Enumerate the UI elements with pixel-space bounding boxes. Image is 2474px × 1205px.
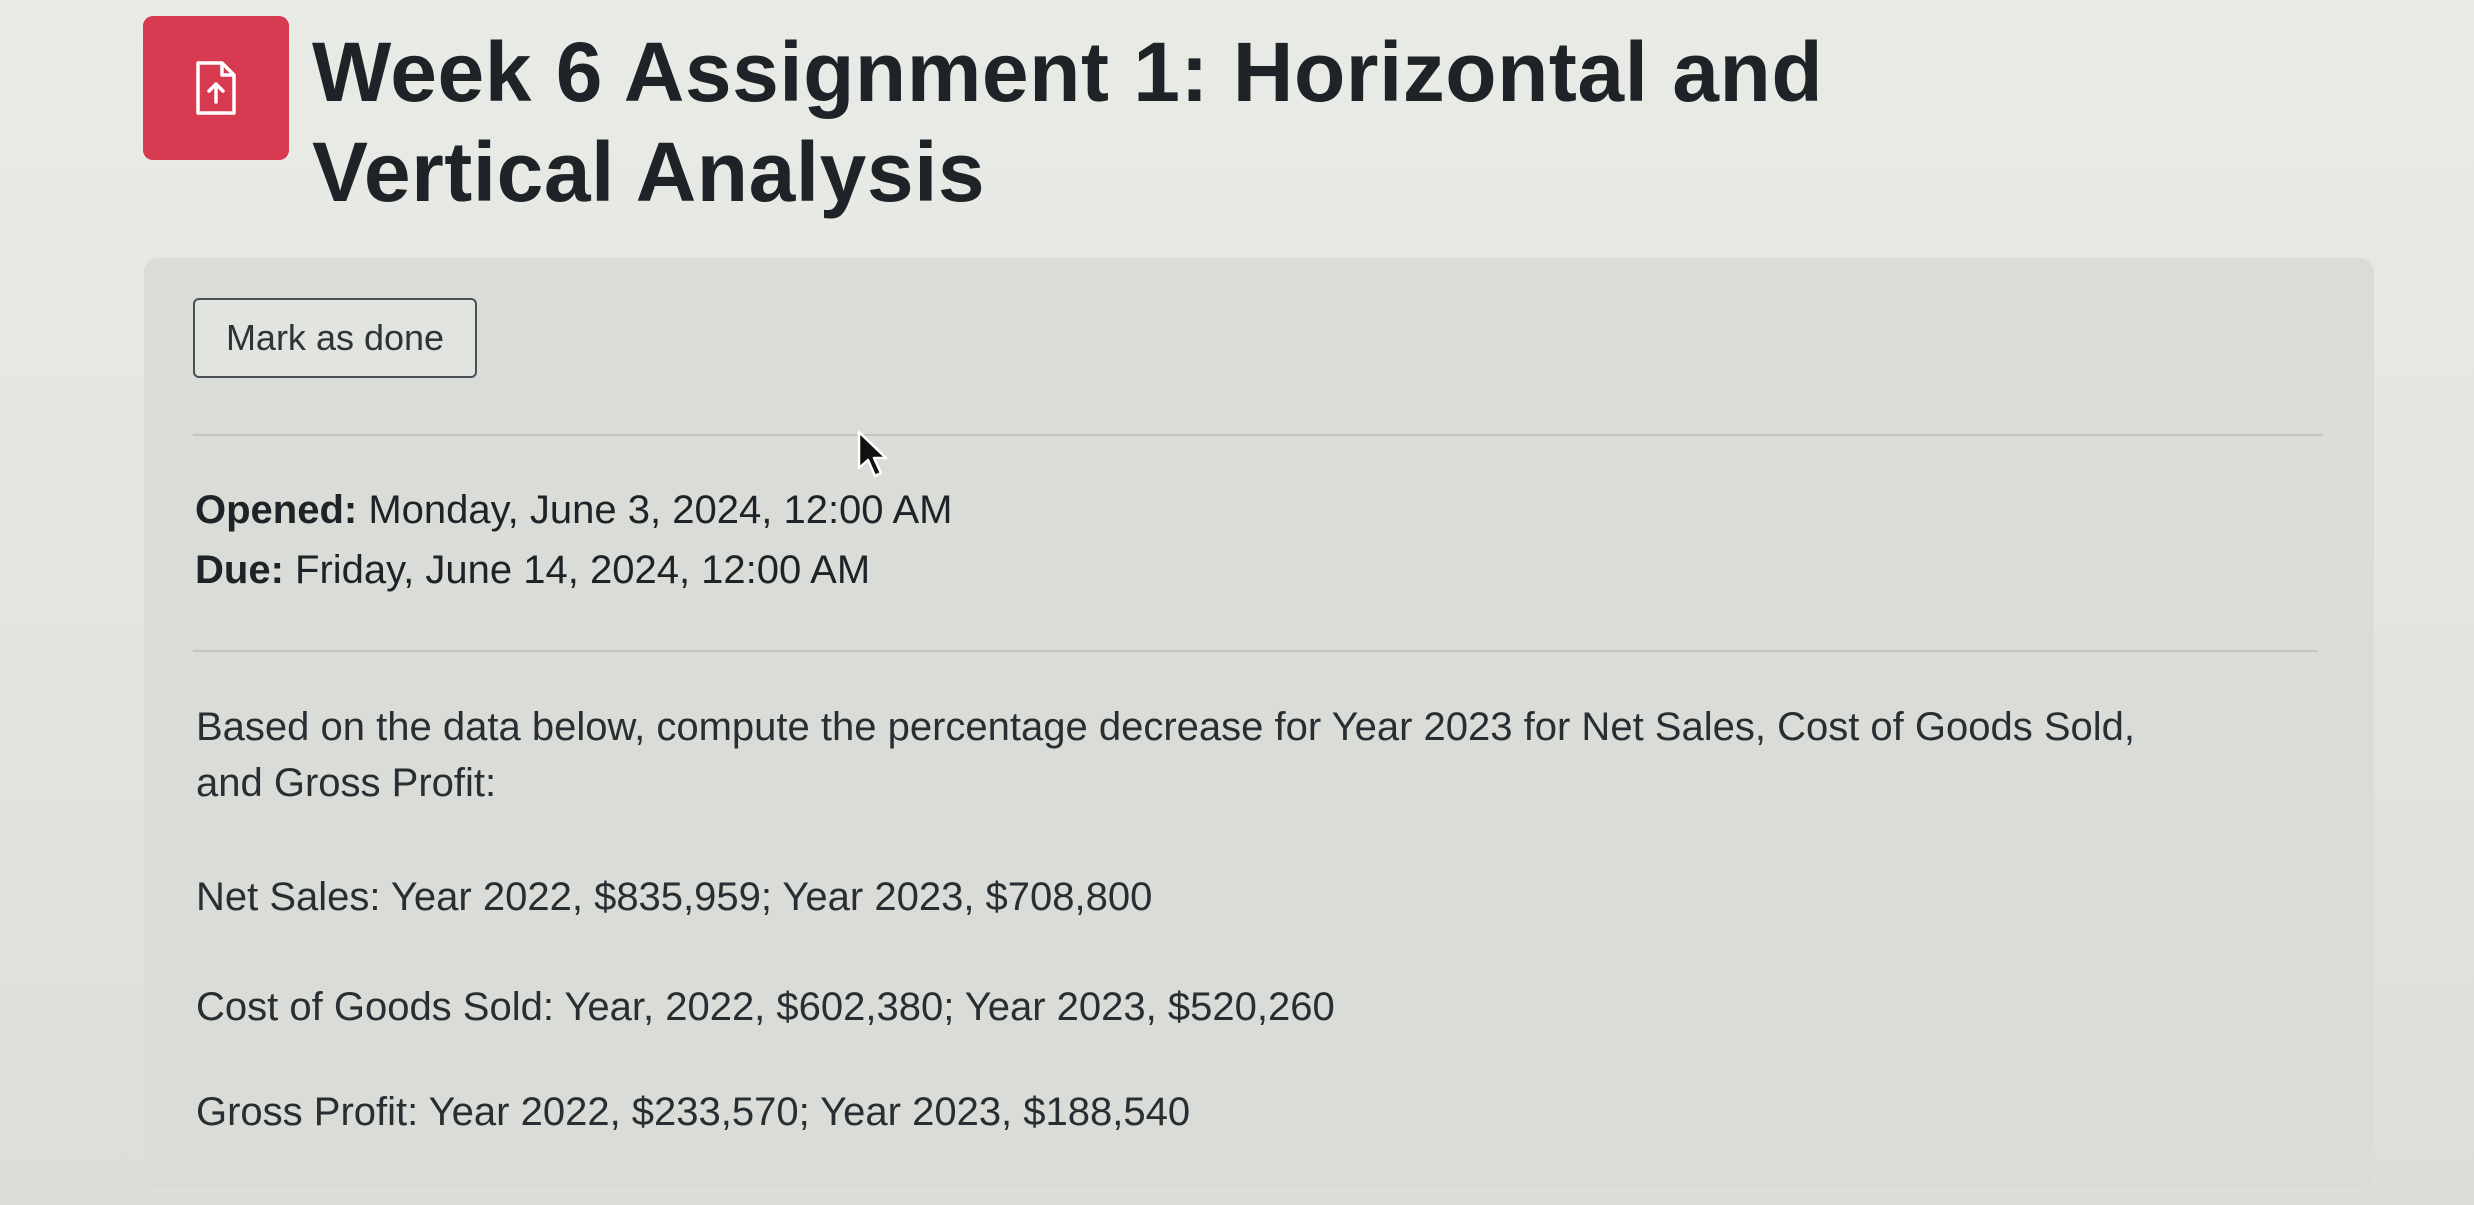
divider [193, 650, 2318, 652]
assignment-upload-icon [143, 16, 289, 160]
document-upload-icon [192, 60, 240, 116]
description-intro: Based on the data below, compute the percentage decrease for Year 2023 for Net Sales, Cost of Goods Sold, [196, 705, 2136, 749]
data-line-gross-profit: Gross Profit: Year 2022, $233,570; Year 2023, $188,540 [196, 1090, 1191, 1134]
opened-value: Monday, June 3, 2024, 12:00 AM [357, 488, 953, 532]
mark-as-done-button[interactable]: Mark as done [193, 298, 477, 378]
data-line-net-sales: Net Sales: Year 2022, $835,959; Year 2023, $708,800 [196, 875, 1153, 919]
opened-label: Opened: [195, 488, 358, 532]
due-label: Due: [195, 548, 284, 592]
description-intro-continued: and Gross Profit: [196, 761, 497, 805]
activity-dates [195, 480, 952, 600]
data-line-cost-of-goods-sold: Cost of Goods Sold: Year, 2022, $602,380; Year 2023, $520,260 [196, 985, 1335, 1029]
page-title: Week 6 Assignment 1: Horizontal and Vertical Analysis [312, 25, 1824, 219]
mouse-pointer-icon [856, 430, 892, 482]
divider [193, 434, 2323, 436]
due-value: Friday, June 14, 2024, 12:00 AM [283, 548, 871, 592]
opened-date-row [195, 480, 952, 540]
due-date-row [195, 540, 952, 600]
